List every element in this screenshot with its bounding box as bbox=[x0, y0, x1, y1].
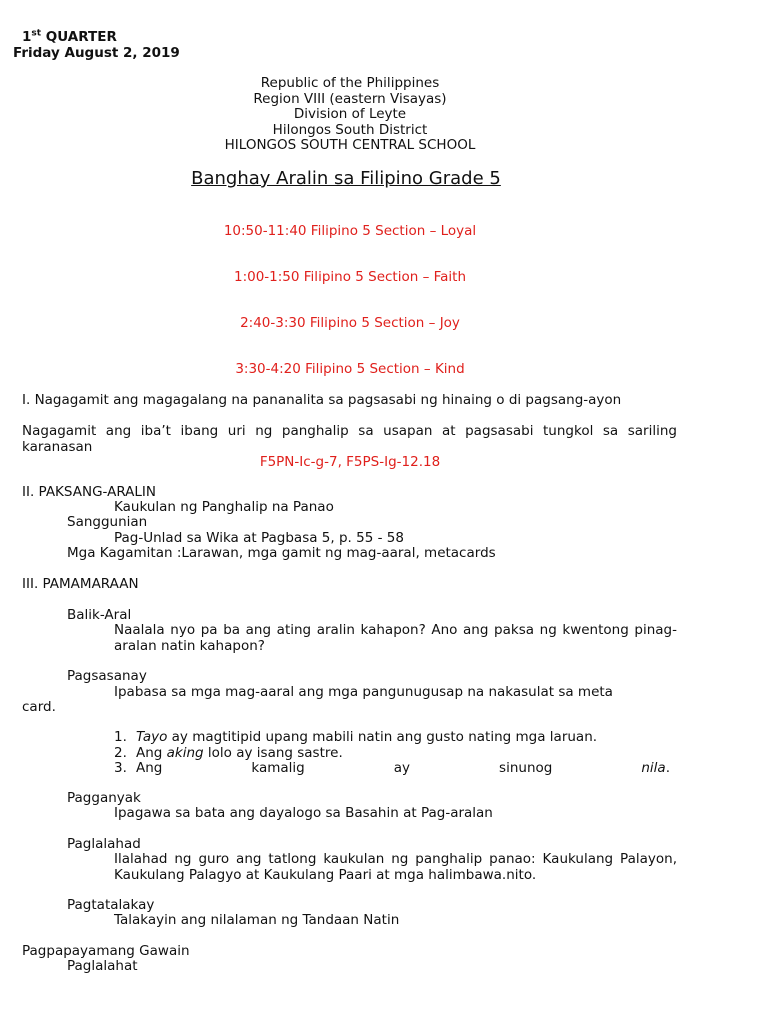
list-item: 2. Ang aking lolo ay isang sastre. bbox=[114, 745, 343, 761]
list-item: 1. Tayo ay magtitipid upang mabili natin ang gusto nating mga laruan. bbox=[114, 729, 598, 745]
pagsasanay-label: Pagsasanay bbox=[67, 668, 147, 684]
quarter-label: 1st QUARTER bbox=[22, 28, 117, 45]
gawain-heading: Pagpapayamang Gawain bbox=[22, 943, 190, 959]
pagtatalakay-label: Pagtatalakay bbox=[67, 897, 155, 913]
letterhead-region: Region VIII (eastern Visayas) bbox=[253, 91, 447, 107]
pamamaraan-heading: III. PAMAMARAAN bbox=[22, 576, 139, 592]
paglalahad-label: Paglalahad bbox=[67, 836, 141, 852]
document-title: Banghay Aralin sa Filipino Grade 5 bbox=[191, 168, 501, 189]
paksa-heading: II. PAKSANG-ARALIN bbox=[22, 484, 157, 500]
schedule-faith: 1:00-1:50 Filipino 5 Section – Faith bbox=[233, 269, 467, 285]
schedule-loyal: 10:50-11:40 Filipino 5 Section – Loyal bbox=[223, 223, 477, 239]
balik-aral-text: Naalala nyo pa ba ang ating aralin kahapon? Ano ang paksa ng kwentong pinag-aralan natin kahapon? bbox=[114, 622, 677, 654]
sanggunian-text: Pag-Unlad sa Wika at Pagbasa 5, p. 55 - 58 bbox=[114, 530, 404, 546]
letterhead-division: Division of Leyte bbox=[293, 106, 407, 122]
pagsasanay-text: Ipabasa sa mga mag-aaral ang mga pangunugusap na nakasulat sa meta bbox=[114, 684, 613, 700]
letterhead-district: Hilongos South District bbox=[272, 122, 428, 138]
kagamitan-text: Mga Kagamitan :Larawan, mga gamit ng mag-aaral, metacards bbox=[67, 545, 496, 561]
paglalahat-label: Paglalahat bbox=[67, 958, 138, 974]
objective-1: I. Nagagamit ang magagalang na pananalita sa pagsasabi ng hinaing o di pagsang-ayon bbox=[22, 392, 622, 408]
schedule-joy: 2:40-3:30 Filipino 5 Section – Joy bbox=[240, 315, 460, 331]
lesson-date: Friday August 2, 2019 bbox=[13, 45, 180, 61]
pagganyak-label: Pagganyak bbox=[67, 790, 141, 806]
schedule-kind: 3:30-4:20 Filipino 5 Section – Kind bbox=[235, 361, 465, 377]
pagsasanay-text-cont: card. bbox=[22, 699, 56, 715]
paksa-topic: Kaukulan ng Panghalip na Panao bbox=[114, 499, 334, 515]
objective-2: Nagagamit ang iba’t ibang uri ng panghalip sa usapan at pagsasabi tungkol sa sariling karanasan bbox=[22, 423, 677, 455]
pagtatalakay-text: Talakayin ang nilalaman ng Tandaan Natin bbox=[114, 912, 400, 928]
paglalahad-text: Ilalahad ng guro ang tatlong kaukulan ng panghalip panao: Kaukulang Palayon, Kaukulang Palagyo at Kaukulang Paari at mga halimbawa.nito. bbox=[114, 851, 677, 883]
letterhead-republic: Republic of the Philippines bbox=[260, 75, 440, 91]
list-item: 3. Ang kamalig ay sinunog nila. bbox=[114, 760, 670, 776]
competency-codes: F5PN-Ic-g-7, F5PS-Ig-12.18 bbox=[259, 454, 441, 470]
sanggunian-label: Sanggunian bbox=[67, 514, 148, 530]
letterhead-school: HILONGOS SOUTH CENTRAL SCHOOL bbox=[224, 137, 476, 153]
pagganyak-text: Ipagawa sa bata ang dayalogo sa Basahin at Pag-aralan bbox=[114, 805, 493, 821]
balik-aral-label: Balik-Aral bbox=[67, 607, 132, 623]
